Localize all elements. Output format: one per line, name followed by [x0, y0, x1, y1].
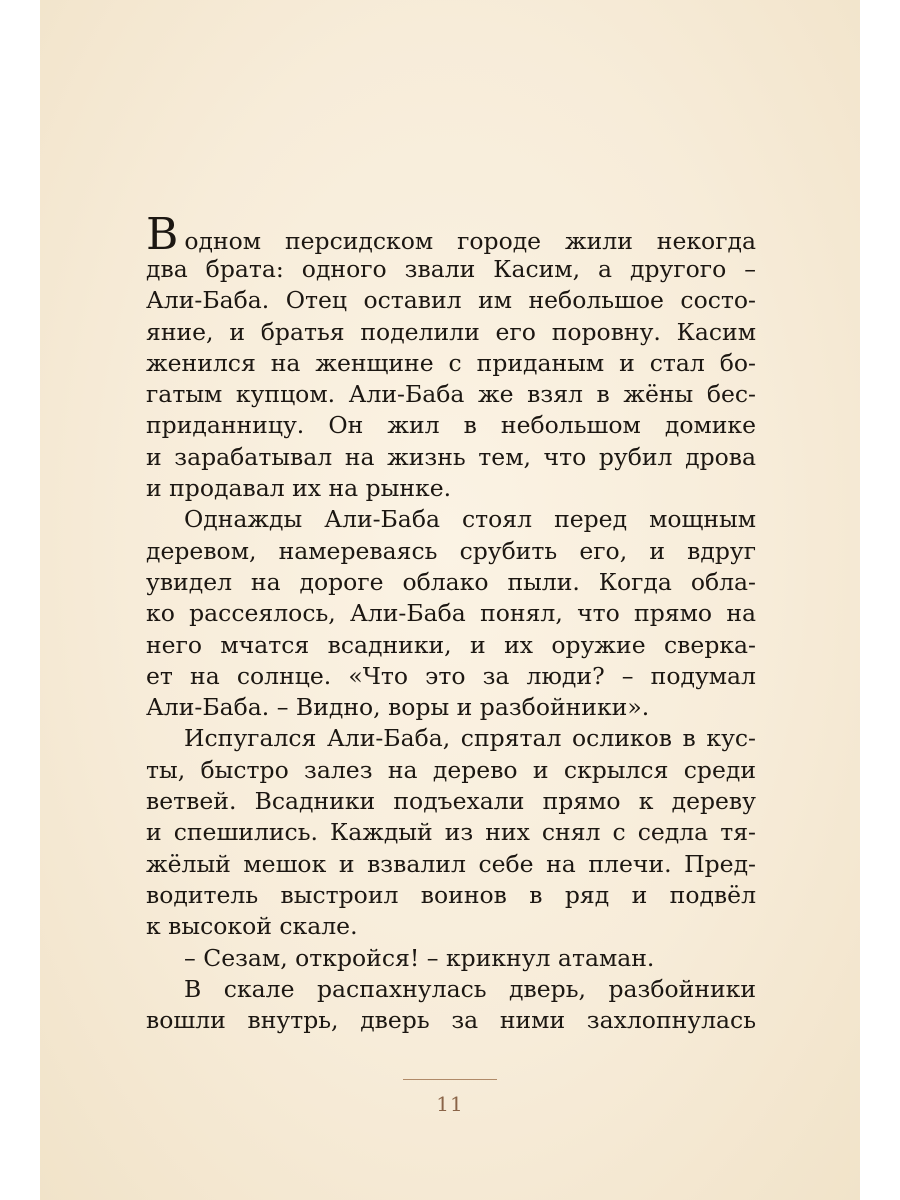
text-line: Однажды Али-Баба стоял перед мощным	[184, 505, 756, 534]
text-line: ветвей. Всадники подъехали прямо к дереву	[146, 787, 756, 816]
text-line: Водном персидском городе жили некогда	[146, 209, 756, 260]
text-line: увидел на дороге облако пыли. Когда обла-	[146, 567, 756, 596]
text-line: водитель выстроил воинов в ряд и подвёл	[146, 880, 756, 909]
book-page	[40, 0, 860, 1200]
text-line: гатым купцом. Али-Баба же взял в жёны бес-	[146, 380, 756, 409]
text-line: приданницу. Он жил в небольшом домике	[146, 411, 756, 440]
text-line: Али-Баба. – Видно, воры и разбойники».	[146, 693, 650, 722]
text-line: женился на женщине с приданым и стал бо-	[146, 348, 756, 377]
text-line: него мчатся всадники, и их оружие сверка-	[146, 630, 756, 659]
text-line: Испугался Али-Баба, спрятал осликов в кус-	[184, 724, 756, 753]
page-number: 11	[436, 1092, 464, 1116]
text-line: деревом, намереваясь срубить его, и вдруг	[146, 536, 756, 565]
text-line: и спешились. Каждый из них снял с седла тя-	[146, 818, 756, 847]
text-line: два брата: одного звали Касим, а другого –	[146, 255, 756, 283]
text-line: – Сезам, откройся! – крикнул атаман.	[184, 943, 655, 972]
text-line: и зарабатывал на жизнь тем, что рубил дрова	[146, 442, 756, 471]
text-line: ты, быстро залез на дерево и скрылся среди	[146, 755, 756, 784]
text-line: ет на солнце. «Что это за люди? – подумал	[146, 661, 756, 690]
text-line: В скале распахнулась дверь, разбойники	[184, 974, 756, 1003]
drop-cap: В	[146, 209, 179, 260]
text-line: яние, и братья поделили его поровну. Касим	[146, 317, 756, 346]
text-line: жёлый мешок и взвалил себе на плечи. Пред-	[146, 849, 756, 878]
text-line: вошли внутрь, дверь за ними захлопнулась	[146, 1006, 756, 1035]
text-line: к высокой скале.	[146, 912, 358, 941]
text-line: и продавал их на рынке.	[146, 474, 452, 503]
footer-rule	[403, 1079, 497, 1080]
text-line: Али-Баба. Отец оставил им небольшое состо-	[146, 286, 756, 315]
text-line: ко рассеялось, Али-Баба понял, что прямо на	[146, 599, 756, 628]
body-text	[146, 210, 756, 1036]
